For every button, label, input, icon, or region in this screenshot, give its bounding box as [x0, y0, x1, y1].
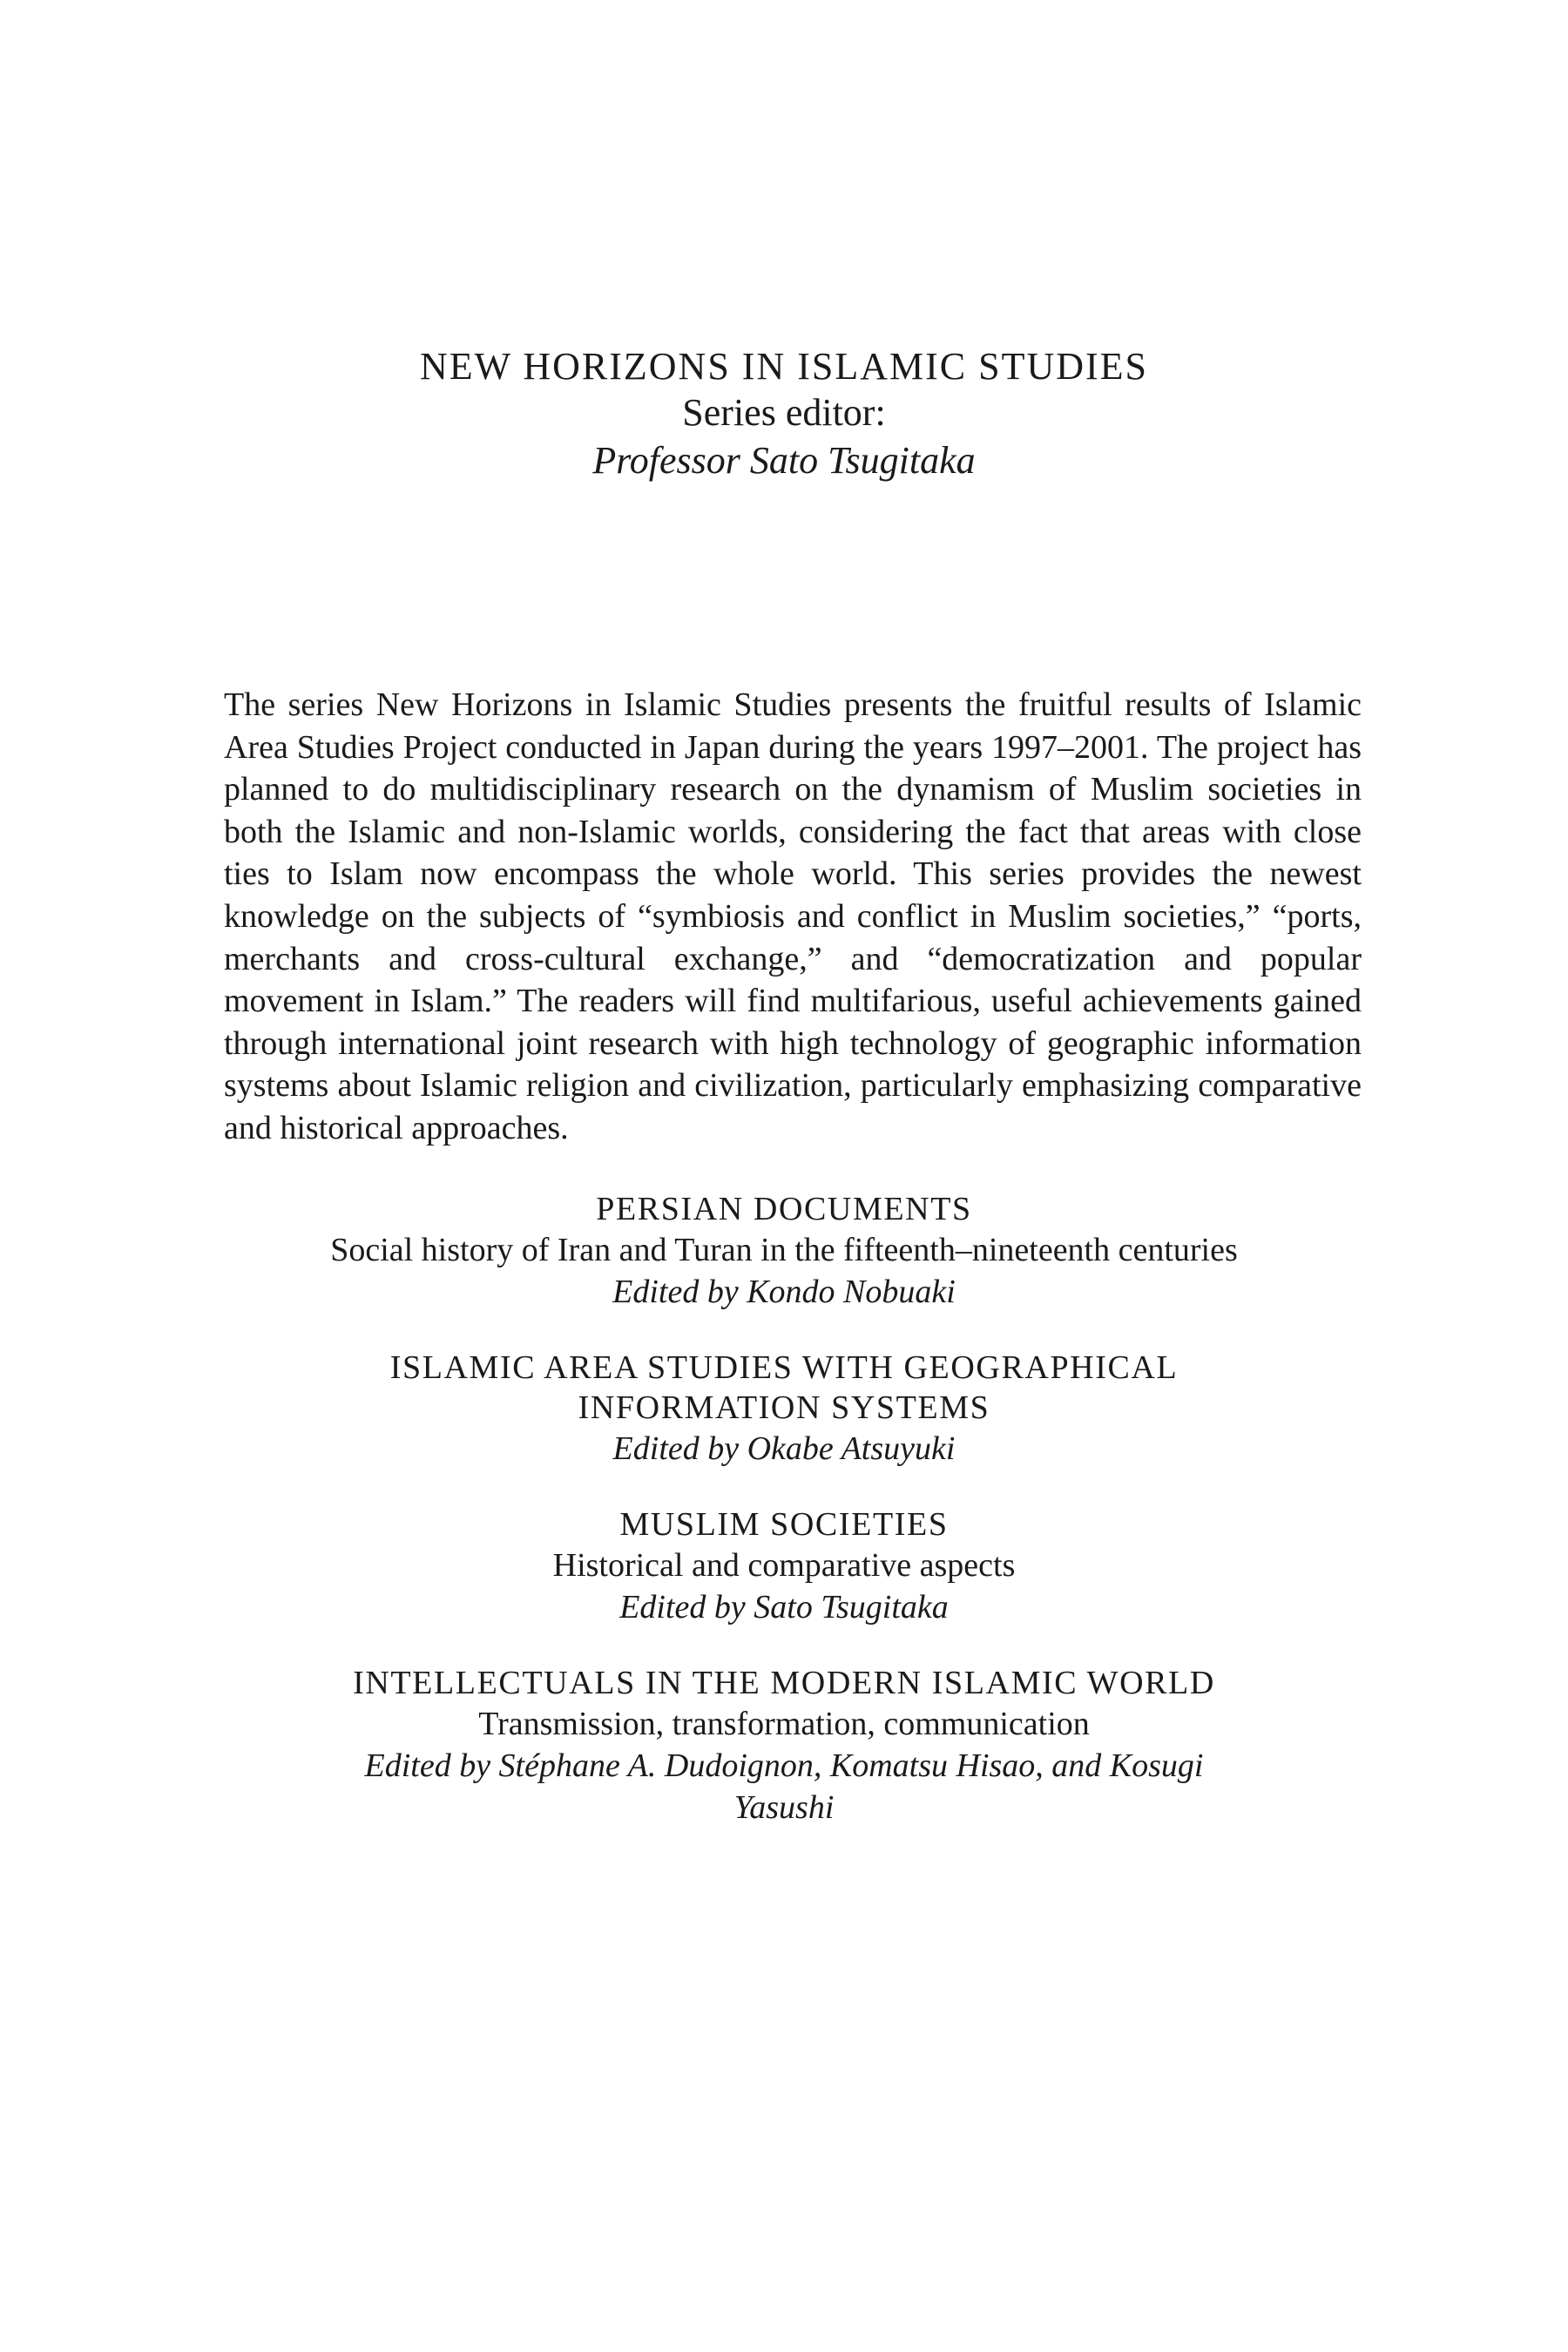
book-entry — [0, 1504, 1568, 1628]
book-entry — [0, 1663, 1568, 1828]
book-title: PERSIAN DOCUMENTS — [596, 1191, 972, 1227]
series-header — [0, 344, 1568, 485]
series-editor-name: Professor Sato Tsugitaka — [592, 439, 976, 482]
book-subtitle: Transmission, transformation, communication — [478, 1706, 1090, 1742]
book-entry — [0, 1348, 1568, 1470]
book-editor: Edited by Kondo Nobuaki — [612, 1274, 956, 1310]
book-subtitle: Historical and comparative aspects — [552, 1547, 1016, 1584]
book-editor: Edited by Okabe Atsuyuki — [612, 1430, 956, 1467]
book-title: MUSLIM SOCIETIES — [619, 1506, 949, 1543]
book-title: INTELLECTUALS IN THE MODERN ISLAMIC WORLD — [353, 1665, 1215, 1701]
series-editor-label: Series editor: — [682, 391, 886, 434]
book-entry — [0, 1189, 1568, 1313]
series-description: The series New Horizons in Islamic Studies presents the fruitful results of Islamic Area Studies Project conducted in Japan during the years 1997–2001. The project has planned to do multidisciplinary research on the dynamism of Muslim societies in both the Islamic and non-Islamic worlds, considering the fact that areas with close ties to Islam now encompass the whole world. This series provides the newest knowledge on the subjects of “symbiosis and conflict in Muslim societies,” “ports, merchants and cross-cultural exchange,” and “democratization and popular movement in Islam.” The readers will find multifarious, useful achievements gained through international joint research with high technology of geographic information systems about Islamic religion and civilization, particularly emphasizing comparative and historical approaches. — [224, 686, 1362, 1146]
book-subtitle: Social history of Iran and Turan in the fifteenth–nineteenth centuries — [330, 1232, 1238, 1268]
book-editor: Edited by Stéphane A. Dudoignon, Komatsu Hisao, and Kosugi Yasushi — [364, 1747, 1204, 1826]
book-editor: Edited by Sato Tsugitaka — [619, 1589, 949, 1625]
series-title: NEW HORIZONS IN ISLAMIC STUDIES — [419, 345, 1149, 388]
book-list — [0, 1189, 1568, 1863]
book-title: ISLAMIC AREA STUDIES WITH GEOGRAPHICAL INFORMATION SYSTEMS — [389, 1349, 1179, 1426]
